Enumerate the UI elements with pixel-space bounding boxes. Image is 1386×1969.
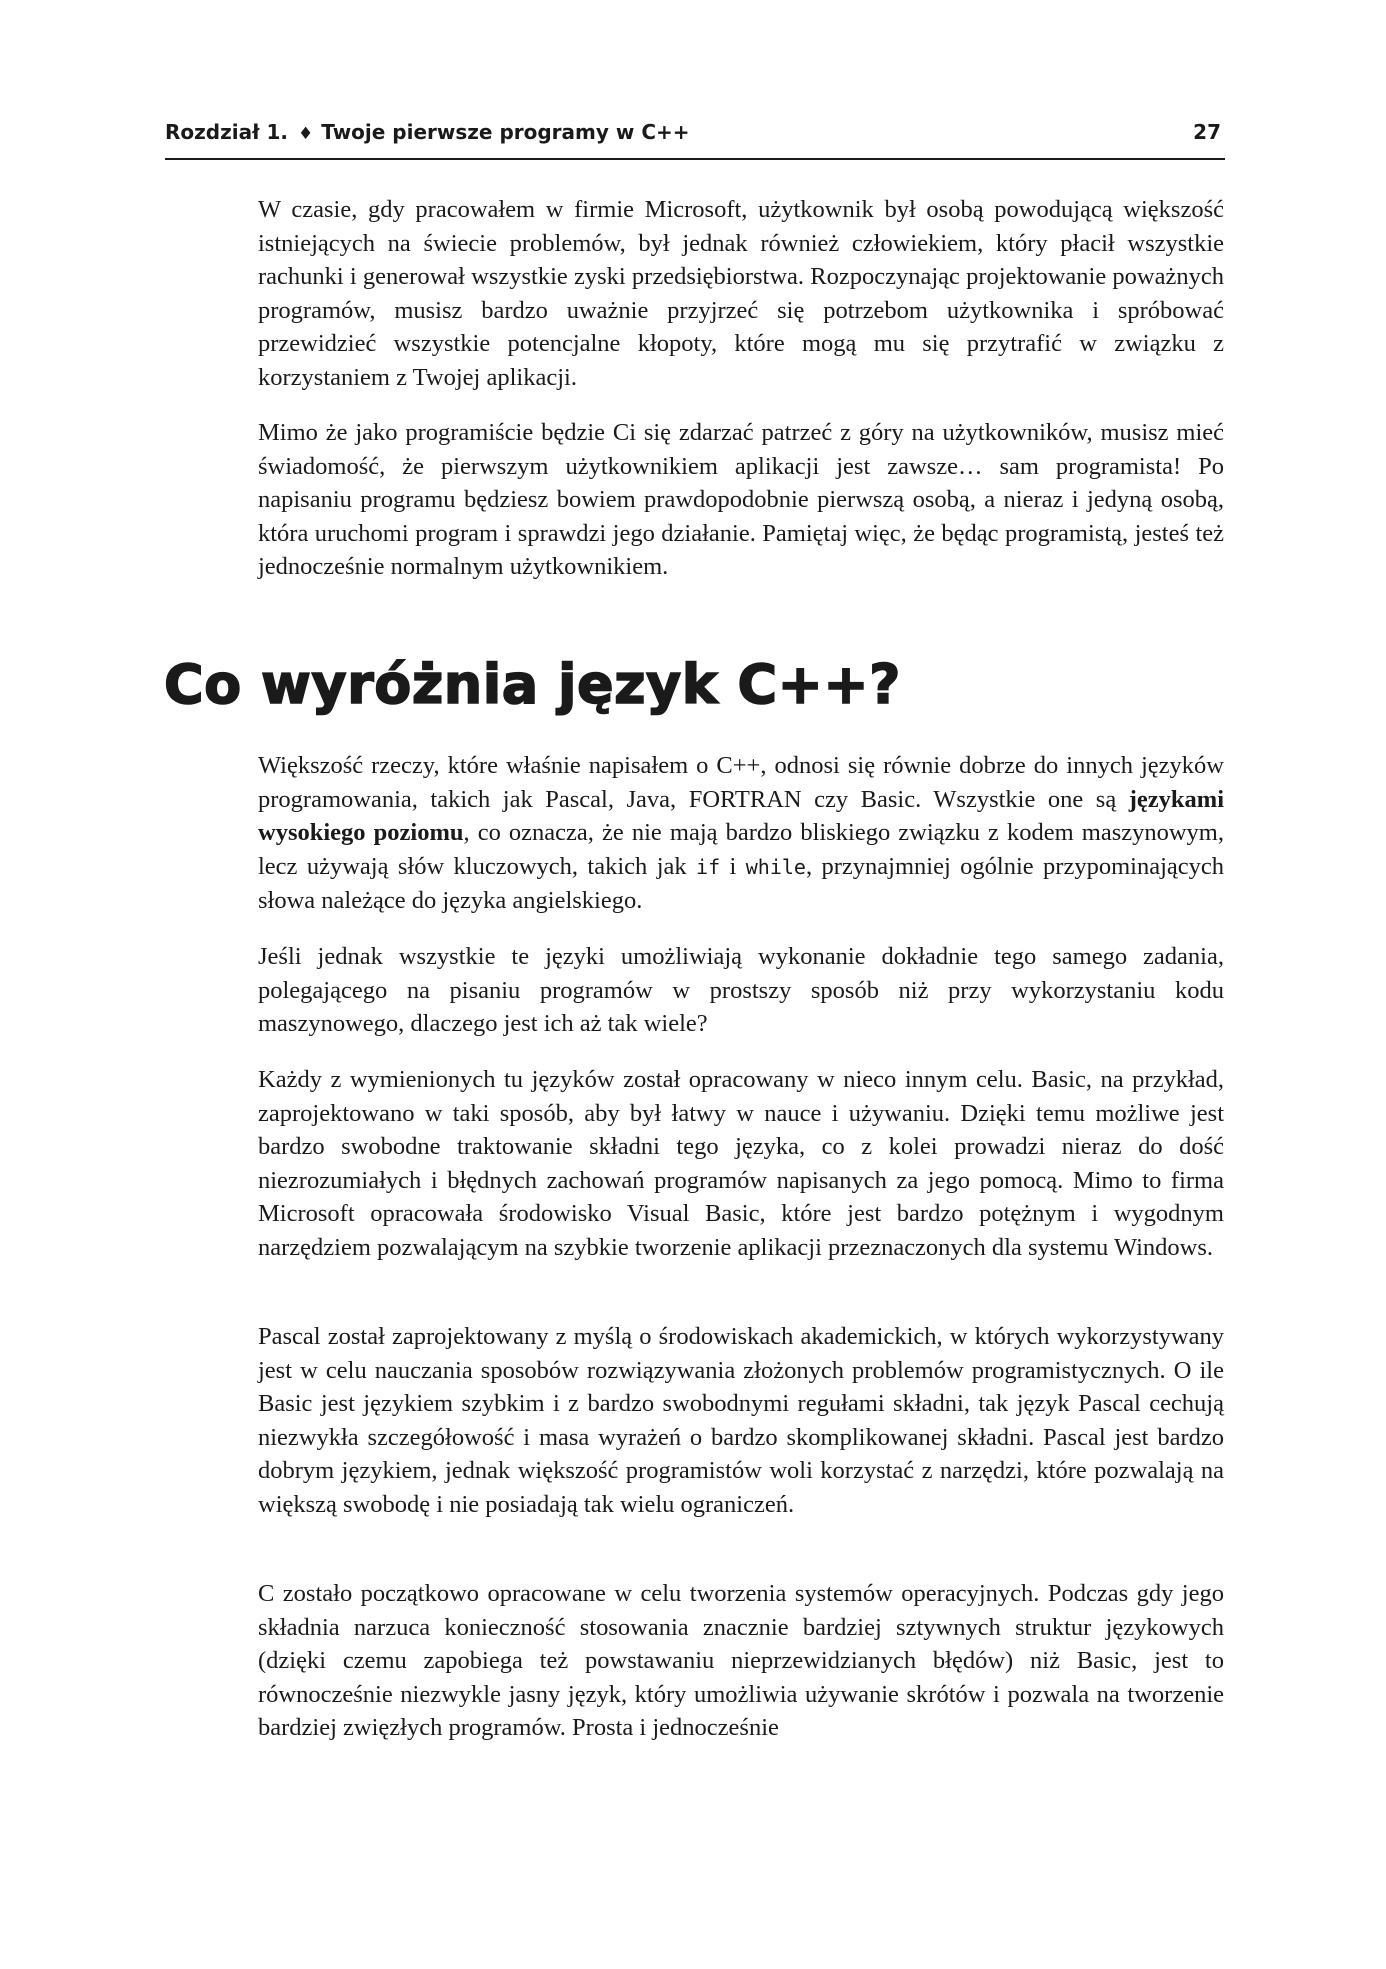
keyword-if: if	[696, 854, 721, 879]
page-number: 27	[1193, 120, 1221, 144]
paragraph-programmer-as-user: Mimo że jako programiście będzie Ci się zdarzać patrzeć z góry na użytkowników, musisz mieć świadomość, że pierwszym użytkownikiem aplikacji jest zawsze… sam programista! Po napisaniu programu będziesz bowiem prawdopodobnie pierwszą osobą, a nieraz i jedyną osobą, która uruchomi program i sprawdzi jego działanie. Pamiętaj więc, że będąc programistą, jesteś też jednocześnie normalnym użytkownikiem.	[258, 419, 1224, 581]
chapter-title: Twoje pierwsze programy w C++	[321, 120, 690, 144]
paragraph-high-level-languages	[258, 749, 1224, 918]
running-header	[165, 118, 1225, 160]
keyword-while: while	[745, 854, 806, 879]
diamond-separator-icon: ♦	[298, 124, 314, 144]
section-heading: Co wyróżnia język C++?	[164, 653, 901, 716]
bold-term: językami wysokiego poziomu	[258, 785, 1224, 847]
intro-text-part3: i	[720, 852, 746, 880]
intro-text-part1: Większość rzeczy, które właśnie napisałem o C++, odnosi się równie dobrze do innych języków programowania, takich jak Pascal, Java, FORTRAN czy Basic. Wszystkie one są	[258, 752, 1224, 813]
paragraph-user-at-microsoft: W czasie, gdy pracowałem w firmie Microsoft, użytkownik był osobą powodującą większość istniejących na świecie problemów, był jednak również człowiekiem, który płacił wszystkie rachunki i generował wszystkie zyski przedsiębiorstwa. Rozpoczynając projektowanie poważnych programów, musisz bardzo uważnie przyjrzeć się potrzebom użytkownika i spróbować przewidzieć wszystkie potencjalne kłopoty, które mogą mu się przytrafić w związku z korzystaniem z Twojej aplikacji.	[258, 196, 1224, 391]
paragraph-c-language: C zostało początkowo opracowane w celu tworzenia systemów operacyjnych. Podczas gdy jego składnia narzuca konieczność stosowania znacznie bardziej sztywnych struktur językowych (dzięki czemu zapobiega też powstawaniu nieprzewidzianych błędów) niż Basic, jest to równocześnie niezwykle jasny język, który umożliwia używanie skrótów i pozwala na tworzenie bardziej zwięzłych programów. Prosta i jednocześnie	[258, 1580, 1224, 1742]
intro-text-part4: , przynajmniej ogólnie przypominających słowa należące do języka angielskiego.	[258, 852, 1224, 915]
chapter-label: Rozdział 1.	[165, 120, 288, 144]
paragraph-pascal: Pascal został zaprojektowany z myślą o środowiskach akademickich, w których wykorzystywany jest w celu nauczania sposobów rozwiązywania złożonych problemów programistycznych. O ile Basic jest językiem szybkim i z bardzo swobodnymi regułami składni, tak język Pascal cechują niezwykła szczegółowość i masa wyrażeń o bardzo skomplikowanej składni. Pascal jest bardzo dobrym językiem, jednak większość programistów woli korzystać z narzędzi, które pozwalają na większą swobodę i nie posiadają tak wielu ograniczeń.	[258, 1323, 1224, 1518]
running-header-left	[165, 118, 690, 148]
paragraph-basic: Każdy z wymienionych tu języków został opracowany w nieco innym celu. Basic, na przykład, zaprojektowano w taki sposób, aby był łatwy w nauce i używaniu. Dzięki temu możliwe jest bardzo swobodne traktowanie składni tego języka, co z kolei prowadzi nieraz do dość niezrozumiałych i błędnych zachowań programów napisanych za jego pomocą. Mimo to firma Microsoft opracowała środowisko Visual Basic, które jest bardzo potężnym i wygodnym narzędziem pozwalającym na szybkie tworzenie aplikacji przeznaczonych dla systemu Windows.	[258, 1066, 1224, 1261]
paragraph-why-many-languages: Jeśli jednak wszystkie te języki umożliwiają wykonanie dokładnie tego samego zadania, polegającego na pisaniu programów w prostszy sposób niż przy wykorzystaniu kodu maszynowego, dlaczego jest ich aż tak wiele?	[258, 943, 1224, 1038]
intro-text-part2: , co oznacza, że nie mają bardzo bliskiego związku z kodem maszynowym, lecz używają słów kluczowych, takich jak	[258, 819, 1224, 880]
